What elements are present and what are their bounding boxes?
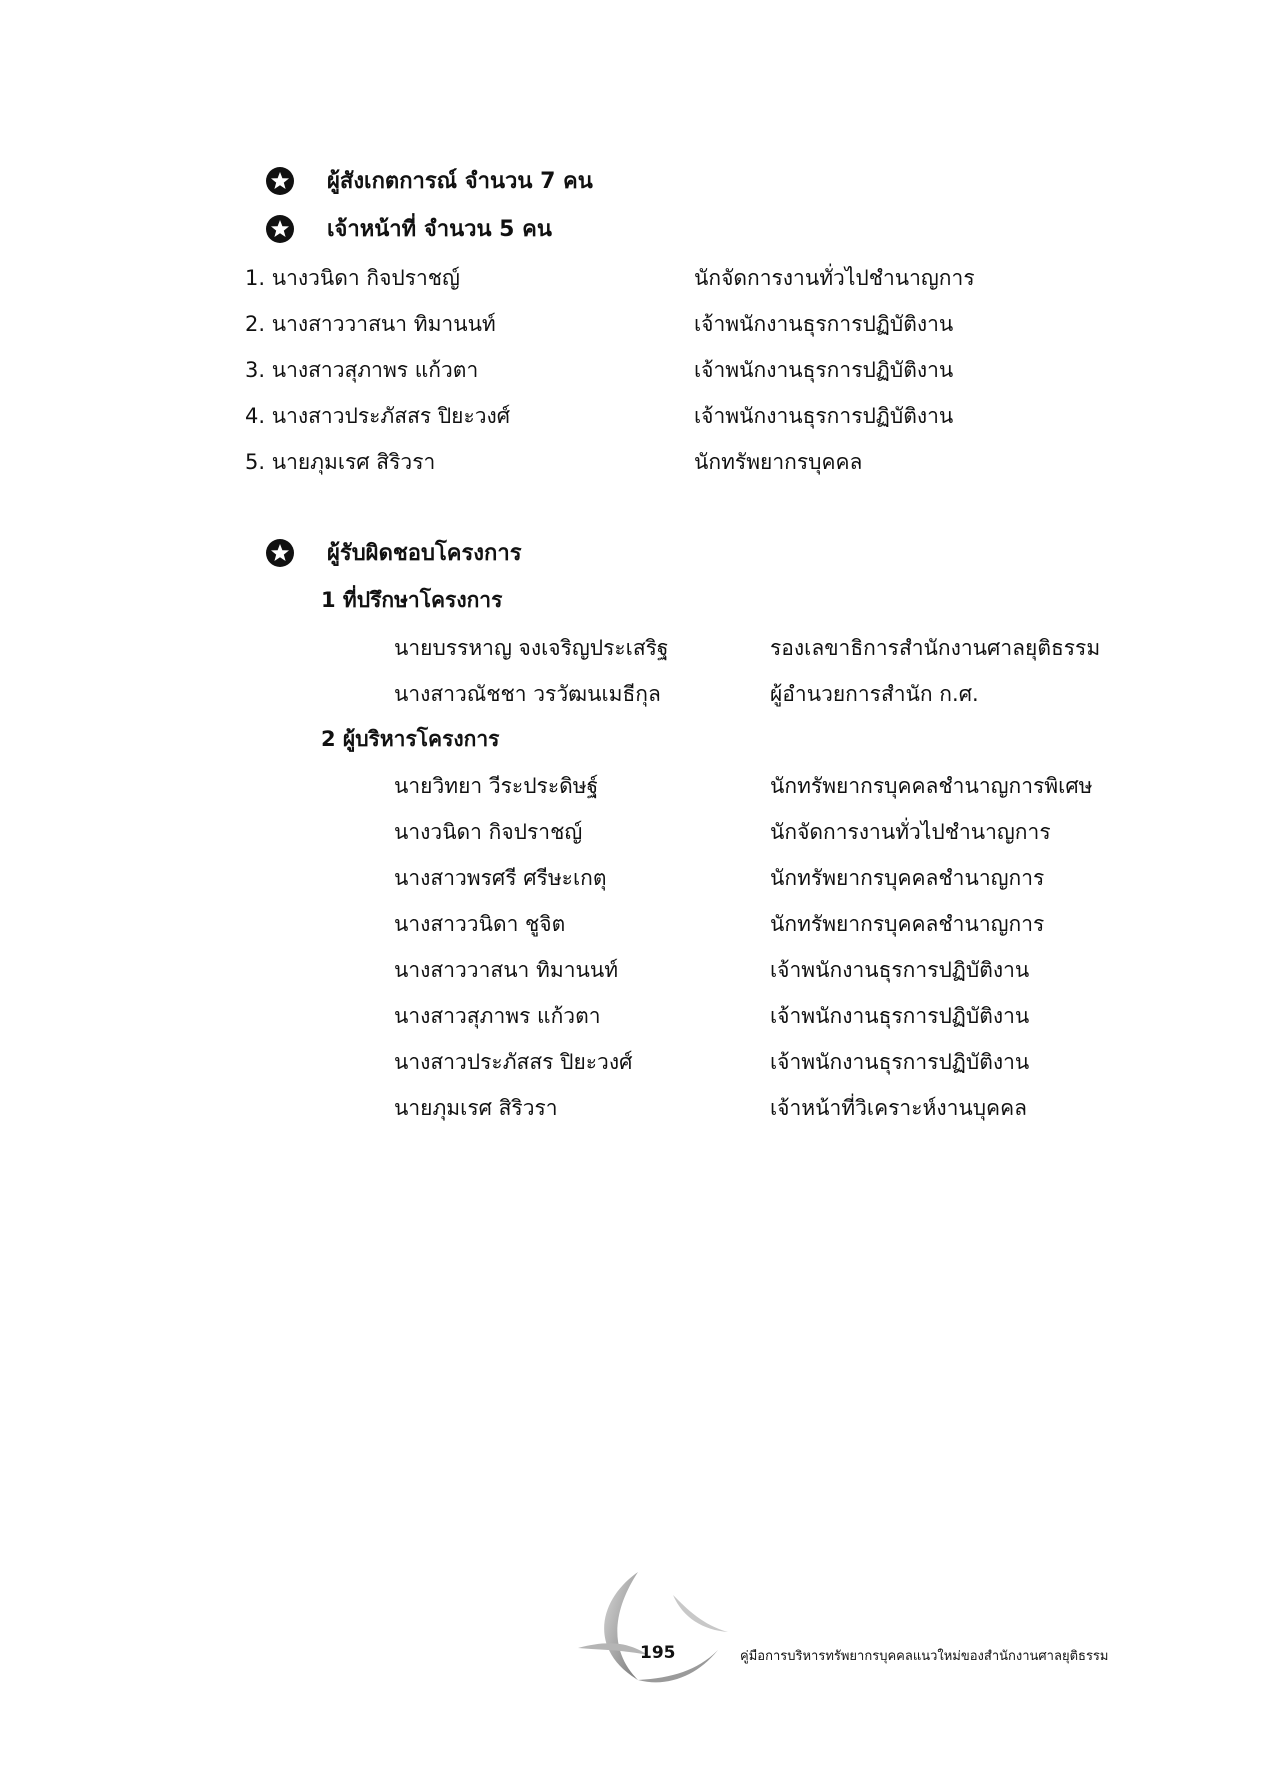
staff-position-2: เจ้าพนักงานธุรการปฏิบัติงาน bbox=[694, 312, 954, 336]
subsection-title-advisors: 1 ที่ปรึกษาโครงการ bbox=[321, 588, 503, 612]
manager-position-5: เจ้าพนักงานธุรการปฏิบัติงาน bbox=[770, 958, 1030, 982]
advisor-position-1: รองเลขาธิการสำนักงานศาลยุติธรรม bbox=[770, 636, 1101, 660]
manager-position-7: เจ้าพนักงานธุรการปฏิบัติงาน bbox=[770, 1050, 1030, 1074]
staff-position-3: เจ้าพนักงานธุรการปฏิบัติงาน bbox=[694, 358, 954, 382]
staff-name-4: 4. นางสาวประภัสสร ปิยะวงศ์ bbox=[245, 404, 511, 428]
manager-position-3: นักทรัพยากรบุคคลชำนาญการ bbox=[770, 866, 1045, 890]
staff-name-5: 5. นายภุมเรศ สิริวรา bbox=[245, 450, 436, 474]
manager-name-1: นายวิทยา วีระประดิษฐ์ bbox=[394, 774, 599, 798]
advisor-position-2: ผู้อำนวยการสำนัก ก.ศ. bbox=[770, 682, 979, 706]
subsection-title-managers: 2 ผู้บริหารโครงการ bbox=[321, 727, 500, 751]
page-number: 195 bbox=[640, 1643, 676, 1663]
star-bullet-icon bbox=[266, 167, 294, 195]
staff-position-5: นักทรัพยากรบุคคล bbox=[694, 450, 863, 474]
manager-name-8: นายภุมเรศ สิริวรา bbox=[394, 1096, 558, 1120]
manager-position-6: เจ้าพนักงานธุรการปฏิบัติงาน bbox=[770, 1004, 1030, 1028]
section-title-staff: เจ้าหน้าที่ จำนวน 5 คน bbox=[327, 217, 552, 242]
manager-position-4: นักทรัพยากรบุคคลชำนาญการ bbox=[770, 912, 1045, 936]
footer-book-title: คู่มือการบริหารทรัพยากรบุคคลแนวใหม่ของสำนักงานศาลยุติธรรม bbox=[740, 1649, 1109, 1664]
advisor-name-1: นายบรรหาญ จงเจริญประเสริฐ bbox=[394, 636, 669, 660]
staff-name-2: 2. นางสาววาสนา ทิมานนท์ bbox=[245, 312, 496, 336]
manager-name-4: นางสาววนิดา ชูจิต bbox=[394, 912, 566, 936]
swirl-icon bbox=[578, 1570, 728, 1690]
staff-position-1: นักจัดการงานทั่วไปชำนาญการ bbox=[694, 266, 975, 290]
star-bullet-icon bbox=[266, 539, 294, 567]
staff-name-1: 1. นางวนิดา กิจปราชญ์ bbox=[245, 266, 460, 290]
section-title-observers: ผู้สังเกตการณ์ จำนวน 7 คน bbox=[327, 169, 593, 194]
manager-name-6: นางสาวสุภาพร แก้วตา bbox=[394, 1004, 601, 1028]
manager-name-3: นางสาวพรศรี ศรีษะเกตุ bbox=[394, 866, 607, 890]
star-bullet-icon bbox=[266, 215, 294, 243]
staff-name-3: 3. นางสาวสุภาพร แก้วตา bbox=[245, 358, 479, 382]
section-title-responsible: ผู้รับผิดชอบโครงการ bbox=[327, 541, 522, 566]
staff-position-4: เจ้าพนักงานธุรการปฏิบัติงาน bbox=[694, 404, 954, 428]
manager-position-1: นักทรัพยากรบุคคลชำนาญการพิเศษ bbox=[770, 774, 1093, 798]
manager-position-8: เจ้าหน้าที่วิเคราะห์งานบุคคล bbox=[770, 1096, 1028, 1120]
manager-position-2: นักจัดการงานทั่วไปชำนาญการ bbox=[770, 820, 1051, 844]
manager-name-5: นางสาววาสนา ทิมานนท์ bbox=[394, 958, 619, 982]
manager-name-2: นางวนิดา กิจปราชญ์ bbox=[394, 820, 583, 844]
manager-name-7: นางสาวประภัสสร ปิยะวงศ์ bbox=[394, 1050, 633, 1074]
advisor-name-2: นางสาวณัชชา วรวัฒนเมธีกุล bbox=[394, 682, 661, 706]
